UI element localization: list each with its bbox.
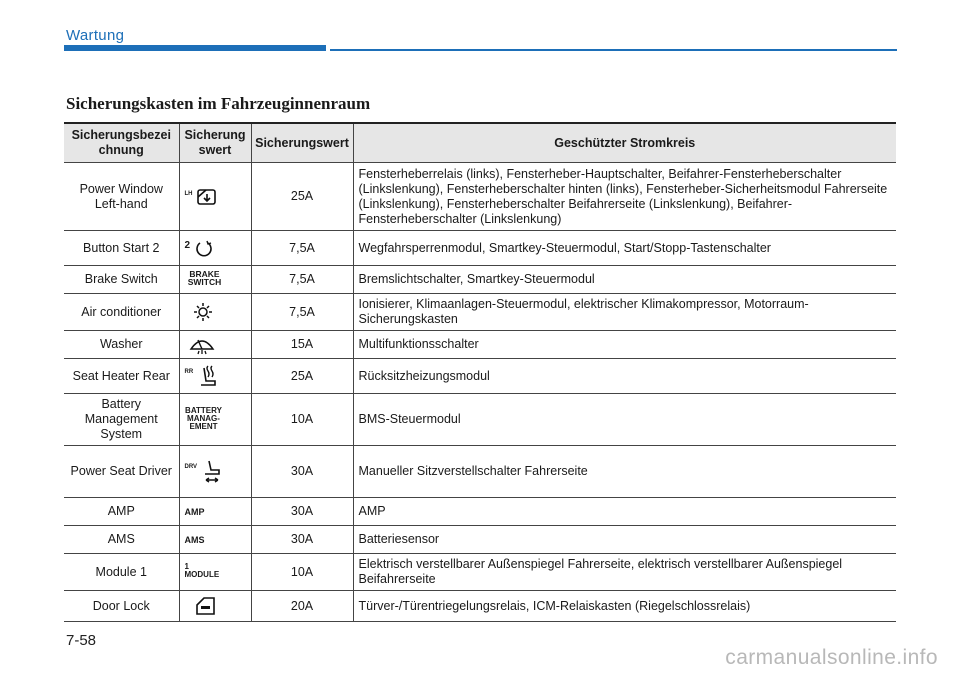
fuse-value: 30A	[251, 526, 353, 554]
fuse-value: 7,5A	[251, 231, 353, 266]
fuse-name: AMP	[64, 498, 179, 526]
fuse-name: Washer	[64, 331, 179, 359]
fuse-value: 10A	[251, 394, 353, 446]
section-label: Wartung	[66, 27, 125, 44]
header-protected-circuit: Geschützter Stromkreis	[353, 123, 896, 163]
seat-heater-icon: RR	[179, 359, 251, 394]
table-header-row	[64, 123, 896, 163]
table-row	[64, 554, 896, 591]
header-rule-thick	[64, 45, 326, 51]
start-button-icon: 2	[179, 231, 251, 266]
table-row	[64, 394, 896, 446]
module-icon: 1 MODULE	[179, 554, 251, 591]
table-row	[64, 331, 896, 359]
table-row	[64, 231, 896, 266]
protected-circuit: BMS-Steuermodul	[353, 394, 896, 446]
page-title: Sicherungskasten im Fahrzeuginnenraum	[66, 94, 371, 113]
protected-circuit: Fensterheberrelais (links), Fensterheber-Hauptschalter, Beifahrer-Fensterheberschalter (Linkslenkung), Fensterheberschalter hinten (links), Fensterheber-Sicherheitsmodul Fahrerseite (Linkslenkung), Fensterheberschalter Beifahrerseite (Linkslenkung), Beifahrer-Fensterheberschalter (Linkslenkung)	[353, 163, 896, 231]
fuse-value: 7,5A	[251, 294, 353, 331]
watermark: carmanualsonline.info	[725, 646, 938, 669]
door-lock-icon	[179, 591, 251, 622]
table-row	[64, 266, 896, 294]
protected-circuit: Türver-/Türentriegelungsrelais, ICM-Relaiskasten (Riegelschlossrelais)	[353, 591, 896, 622]
protected-circuit: Elektrisch verstellbarer Außenspiegel Fahrerseite, elektrisch verstellbarer Außenspiegel Beifahrerseite	[353, 554, 896, 591]
fuse-value: 7,5A	[251, 266, 353, 294]
protected-circuit: Bremslichtschalter, Smartkey-Steuermodul	[353, 266, 896, 294]
fuse-name: Power Window Left-hand	[64, 163, 179, 231]
power-window-icon: LH	[179, 163, 251, 231]
fuse-table	[64, 122, 896, 622]
fuse-value: 25A	[251, 163, 353, 231]
ams-icon: AMS	[179, 526, 251, 554]
protected-circuit: Batteriesensor	[353, 526, 896, 554]
power-seat-icon: DRV	[179, 446, 251, 498]
protected-circuit: Manueller Sitzverstellschalter Fahrerseite	[353, 446, 896, 498]
protected-circuit: Rücksitzheizungsmodul	[353, 359, 896, 394]
washer-icon	[179, 331, 251, 359]
protected-circuit: Multifunktionsschalter	[353, 331, 896, 359]
fuse-value: 15A	[251, 331, 353, 359]
page-number: 7-58	[66, 632, 97, 649]
table-row	[64, 294, 896, 331]
air-conditioner-icon	[179, 294, 251, 331]
fuse-name: Seat Heater Rear	[64, 359, 179, 394]
table-row	[64, 446, 896, 498]
fuse-name: Battery Management System	[64, 394, 179, 446]
fuse-value: 10A	[251, 554, 353, 591]
header-rule-thin	[330, 49, 897, 51]
table-row	[64, 498, 896, 526]
fuse-name: Door Lock	[64, 591, 179, 622]
fuse-name: AMS	[64, 526, 179, 554]
fuse-value: 30A	[251, 446, 353, 498]
fuse-value: 30A	[251, 498, 353, 526]
table-row	[64, 163, 896, 231]
fuse-value: 20A	[251, 591, 353, 622]
header-fuse-symbol: Sicherung swert	[179, 123, 251, 163]
fuse-value: 25A	[251, 359, 353, 394]
fuse-name: Button Start 2	[64, 231, 179, 266]
fuse-name: Air conditioner	[64, 294, 179, 331]
fuse-name: Module 1	[64, 554, 179, 591]
header-fuse-value: Sicherungswert	[251, 123, 353, 163]
header-fuse-name: Sicherungsbezei chnung	[64, 123, 179, 163]
protected-circuit: Ionisierer, Klimaanlagen-Steuermodul, elektrischer Klimakompressor, Motorraum-Sicherungskasten	[353, 294, 896, 331]
protected-circuit: AMP	[353, 498, 896, 526]
brake-switch-icon: BRAKE SWITCH	[179, 266, 251, 294]
amp-icon: AMP	[179, 498, 251, 526]
table-row	[64, 359, 896, 394]
fuse-name: Power Seat Driver	[64, 446, 179, 498]
table-row	[64, 591, 896, 622]
table-row	[64, 526, 896, 554]
protected-circuit: Wegfahrsperrenmodul, Smartkey-Steuermodul, Start/Stopp-Tastenschalter	[353, 231, 896, 266]
battery-management-icon: BATTERY MANAG- EMENT	[179, 394, 251, 446]
fuse-name: Brake Switch	[64, 266, 179, 294]
